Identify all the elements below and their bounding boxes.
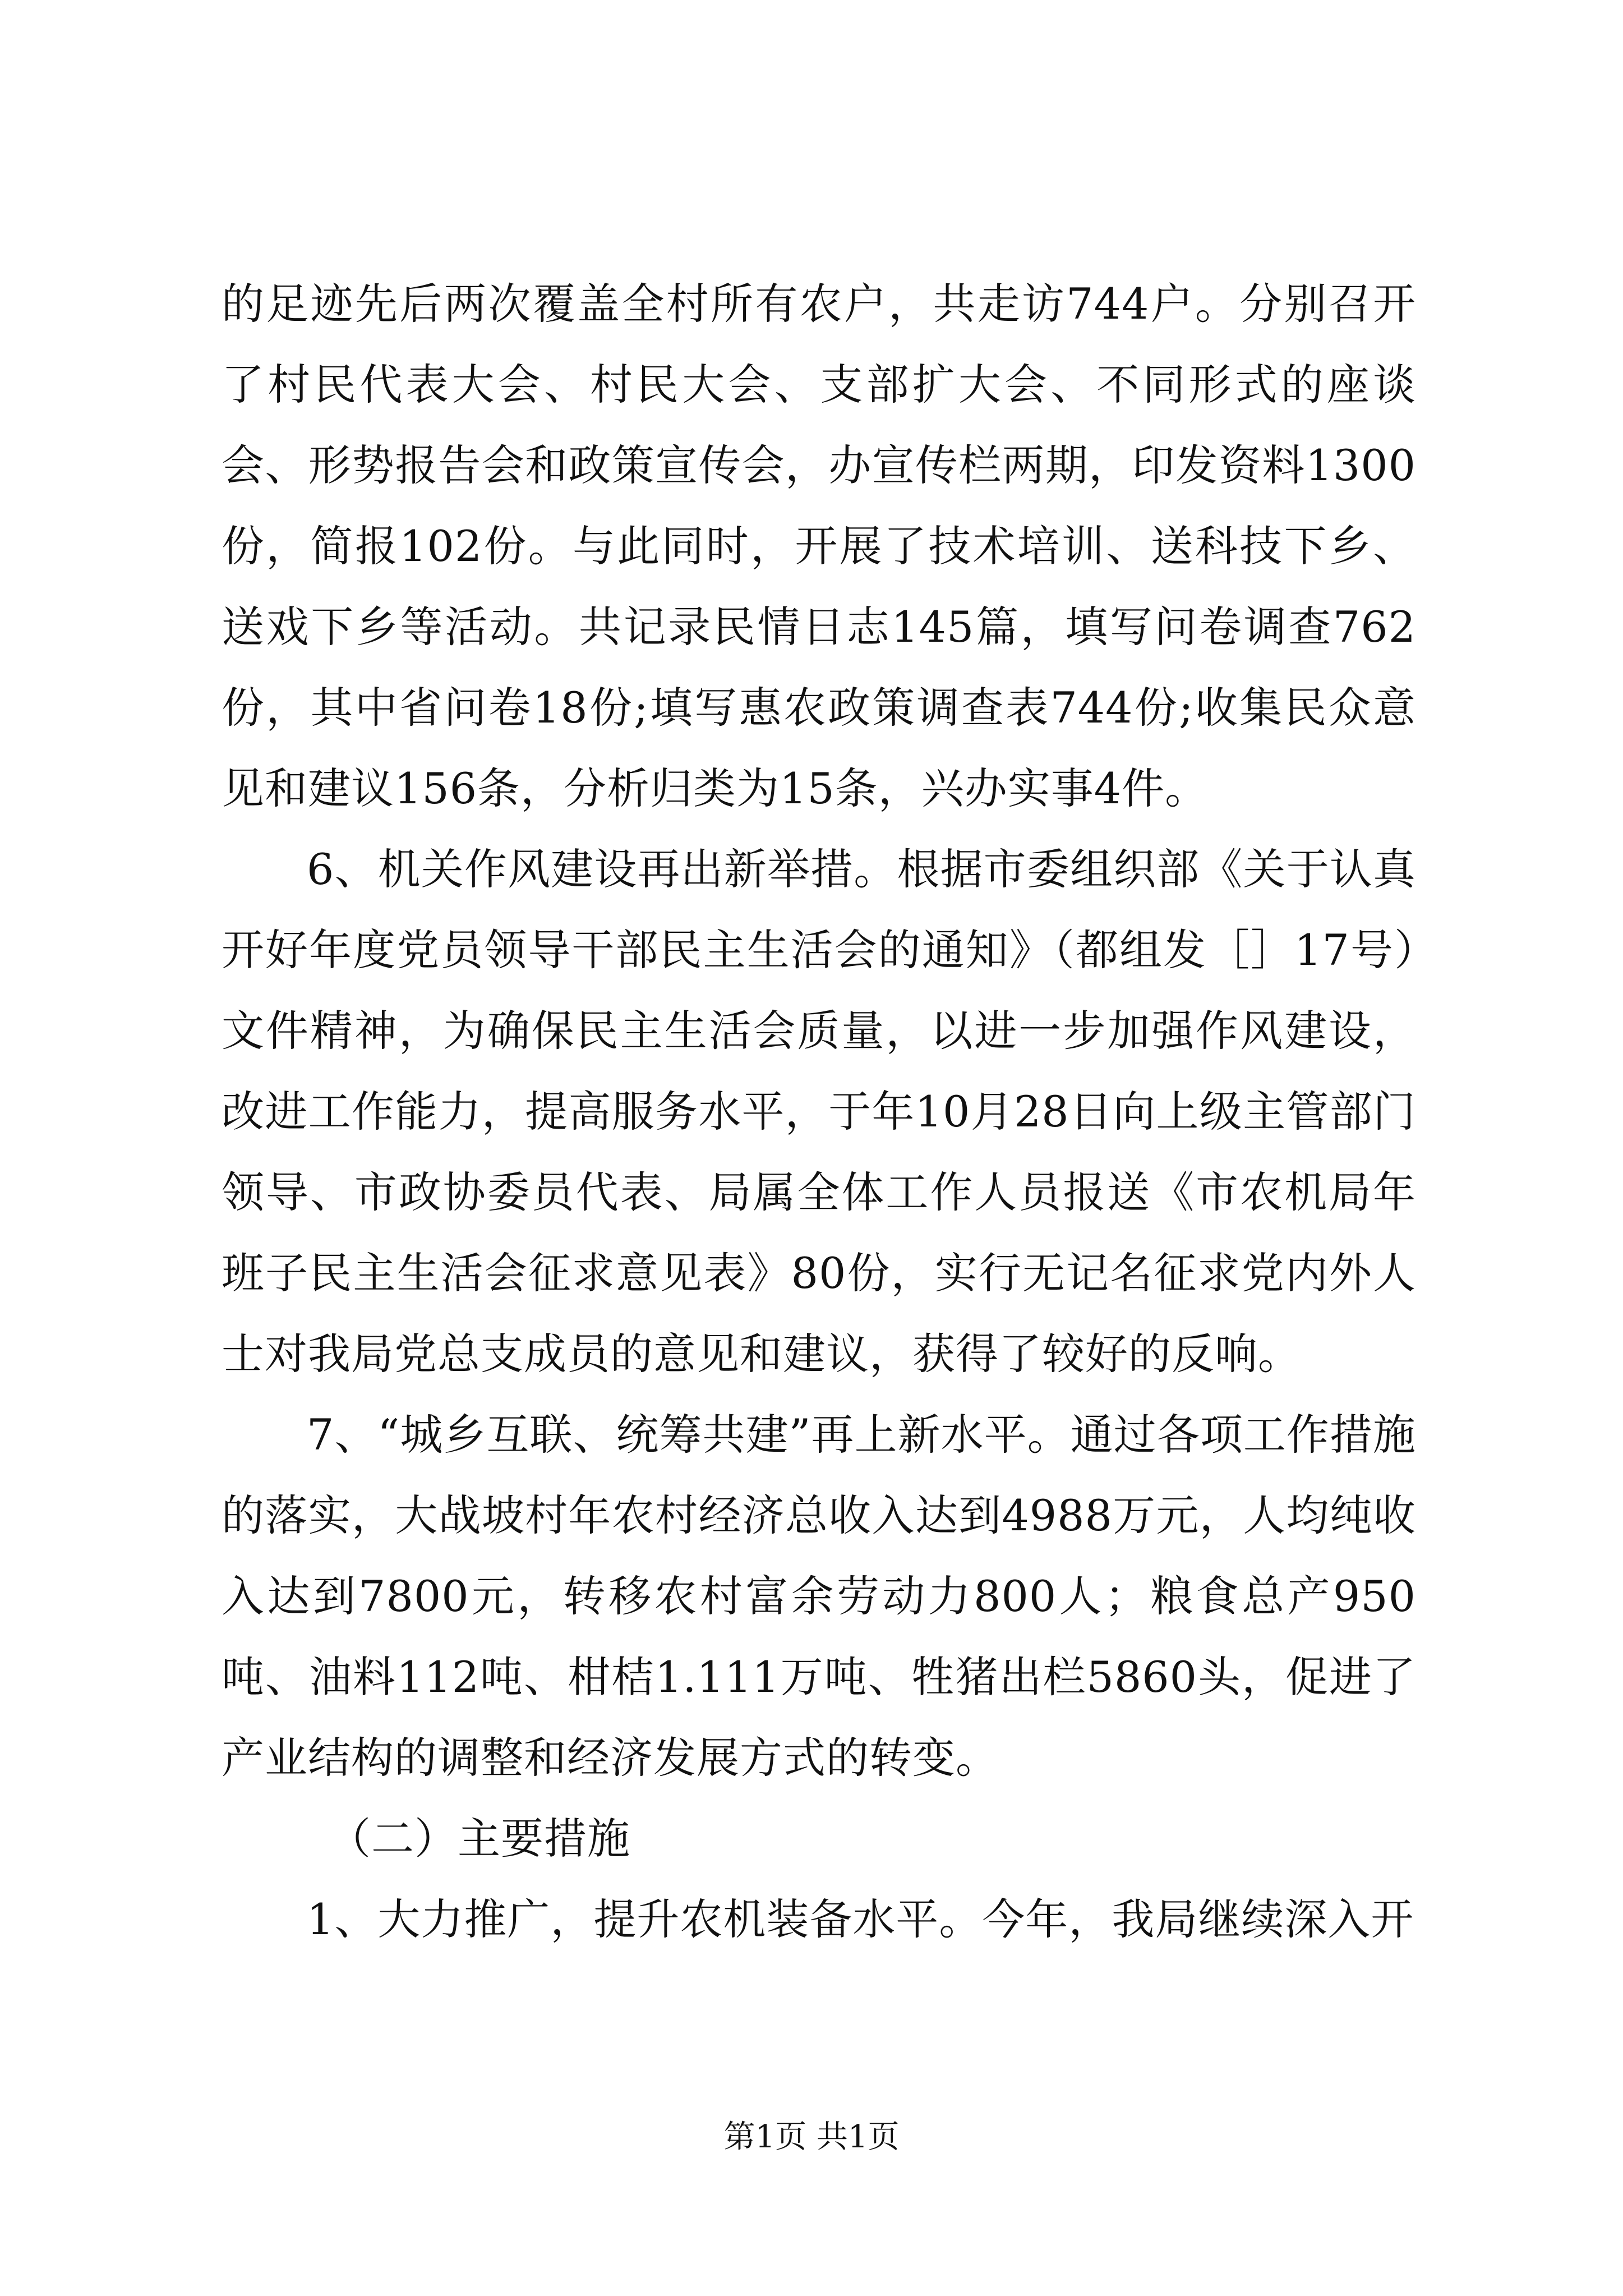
paragraph-continuation: 的足迹先后两次覆盖全村所有农户，共走访744户。分别召开了村民代表大会、村民大会、支部扩大会、不同形式的座谈会、形势报告会和政策宣传会，办宣传栏两期，印发资料1300份，简报102份。与此同时，开展了技术培训、送科技下乡、送戏下乡等活动。共记录民情日志145篇，填写问卷调查762份，其中省问卷18份;填写惠农政策调查表744份;收集民众意见和建议156条，分析归类为15条，兴办实事4件。 (222, 279, 1416, 813)
page-footer: 第1页 共1页 (723, 2119, 900, 2155)
paragraph-item-6: 6、机关作风建设再出新举措。根据市委组织部《关于认真开好年度党员领导干部民主生活会的通知》（都组发［］17号）文件精神，为确保民主生活会质量，以进一步加强作风建设，改进工作能力，提高服务水平，于年10月28日向上级主管部门领导、市政协委员代表、局属全体工作人员报送《市农机局年班子民主生活会征求意见表》80份，实行无记名征求党内外人士对我局党总支成员的意见和建议，获得了较好的反响。 (222, 844, 1416, 1379)
section-heading-main-measures: （二）主要措施 (328, 1814, 630, 1864)
paragraph-item-7: 7、“城乡互联、统筹共建”再上新水平。通过各项工作措施的落实，大战坡村年农村经济总收入达到4988万元，人均纯收入达到7800元，转移农村富余劳动力800人；粮食总产950吨、油料112吨、柑桔1.111万吨、牲猪出栏5860头，促进了产业结构的调整和经济发展方式的转变。 (222, 1410, 1416, 1783)
document-body (222, 264, 1416, 1960)
paragraph-measure-1: 1、大力推广，提升农机装备水平。今年，我局继续深入开 (307, 1894, 1414, 1944)
